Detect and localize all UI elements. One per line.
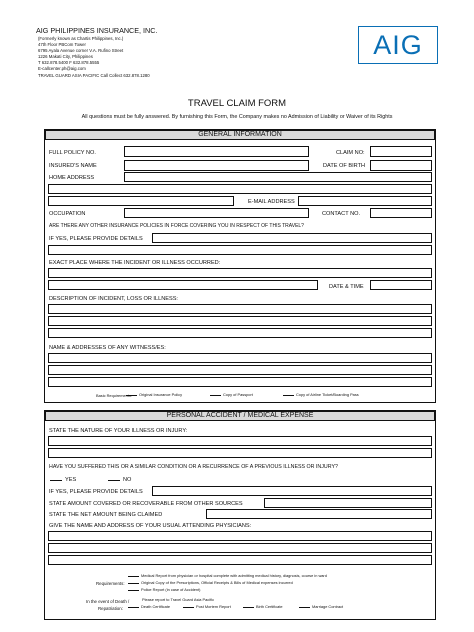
description-field-2[interactable] (48, 316, 432, 326)
req-passport[interactable] (210, 393, 253, 397)
email-label: E-MAIL ADDRESS (248, 199, 295, 205)
date-of-birth-label: DATE OF BIRTH (323, 163, 366, 169)
death-cert-label: Death Certificate (141, 604, 170, 609)
physicians-field-2[interactable] (48, 543, 432, 553)
full-policy-field[interactable] (124, 146, 309, 157)
req-medical-report-blank[interactable] (128, 576, 139, 577)
post-mortem[interactable] (183, 605, 231, 609)
witnesses-field-1[interactable] (48, 353, 432, 363)
death-cert[interactable] (128, 605, 170, 609)
company-block (36, 27, 157, 79)
company-address-line: (Formerly known as Chartis Philippines, Inc.) (38, 36, 124, 41)
death-label-1: In the event of Death / (86, 599, 130, 604)
home-address-field-3[interactable] (48, 196, 234, 206)
email-field[interactable] (298, 196, 432, 206)
post-mortem-label: Post Mortem Report (196, 604, 231, 609)
occupation-label: OCCUPATION (49, 211, 86, 217)
company-address-line: T 632.878.5400 F 632.878.5555 (38, 60, 100, 66)
req-medical-report[interactable] (128, 574, 327, 578)
req-medical-report-label: Medical Report from physician or hospital complete with admitting medical history, diagnosis, course in ward (141, 573, 327, 578)
req-police-report[interactable] (128, 588, 200, 592)
nature-field-2[interactable] (48, 448, 432, 458)
yes-option[interactable] (50, 477, 76, 483)
claim-no-field[interactable] (370, 146, 432, 157)
covered-amount-field[interactable] (264, 498, 432, 508)
req-prescriptions-blank[interactable] (128, 583, 139, 584)
witnesses-label: NAME & ADDRESSES OF ANY WITNESS/ES: (49, 345, 166, 351)
req-police-report-blank[interactable] (128, 590, 139, 591)
occupation-field[interactable] (124, 208, 309, 218)
no-label: NO (123, 477, 132, 483)
personal-if-yes-label: IF YES, PLEASE PROVIDE DETAILS (49, 489, 143, 495)
requirements-label: Requirements: (96, 581, 125, 586)
company-name: AIG PHILIPPINES INSURANCE, INC. (36, 26, 158, 35)
req-airline-ticket-blank[interactable] (283, 395, 294, 396)
company-address-line: 47th Floor PBCom Tower (38, 42, 86, 48)
req-original-policy-blank[interactable] (126, 395, 137, 396)
other-policies-details-field-1[interactable] (152, 233, 432, 243)
home-address-field-2[interactable] (48, 184, 432, 194)
nature-label: STATE THE NATURE OF YOUR ILLNESS OR INJURY: (49, 428, 188, 434)
physicians-field-1[interactable] (48, 531, 432, 541)
description-label: DESCRIPTION OF INCIDENT, LOSS OR ILLNESS: (49, 296, 178, 302)
req-original-policy[interactable] (126, 393, 182, 397)
death-note: Please report to Travel Guard Asia Pacific (142, 597, 215, 602)
description-field-1[interactable] (48, 304, 432, 314)
exact-place-field-2[interactable] (48, 280, 318, 290)
other-policies-details-field-2[interactable] (48, 245, 432, 255)
nature-field-1[interactable] (48, 436, 432, 446)
date-of-birth-field[interactable] (370, 160, 432, 171)
exact-place-label: EXACT PLACE WHERE THE INCIDENT OR ILLNESS OCCURRED: (49, 260, 221, 266)
death-cert-blank[interactable] (128, 607, 139, 608)
form-subtitle: All questions must be fully answered. By furnishing this Form, the Company makes no Admission of Liability or Waiver of its Rights (81, 114, 393, 120)
yes-label: YES (65, 477, 77, 483)
description-field-3[interactable] (48, 328, 432, 338)
req-prescriptions[interactable] (128, 581, 293, 585)
if-yes-details-label: IF YES, PLEASE PROVIDE DETAILS (49, 236, 143, 242)
birth-cert[interactable] (243, 605, 283, 609)
insureds-name-label: INSURED'S NAME (49, 163, 97, 169)
req-passport-label: Copy of Passport (223, 392, 253, 397)
company-address-line: E-callcenter.ph@aig.com (38, 66, 86, 72)
basic-requirements-label: Basic Requirements: (96, 393, 132, 398)
general-heading: GENERAL INFORMATION (45, 130, 435, 140)
other-policies-label: ARE THERE ANY OTHER INSURANCE POLICIES IN FORCE COVERING YOU IN RESPECT OF THIS TRAVEL? (49, 223, 304, 229)
claim-no-label: CLAIM NO: (336, 150, 365, 156)
insureds-name-field[interactable] (124, 160, 309, 171)
logo-text: AIG (373, 30, 423, 60)
personal-if-yes-field[interactable] (152, 486, 432, 496)
req-prescriptions-label: Original Copy of the Prescriptions, Official Receipts & Bills of Medical expenses incurred (141, 580, 293, 585)
full-policy-label: FULL POLICY NO. (49, 150, 96, 156)
witnesses-field-2[interactable] (48, 365, 432, 375)
req-airline-ticket-label: Copy of Airline Ticket/Boarding Pass (296, 392, 359, 397)
post-mortem-blank[interactable] (183, 607, 194, 608)
form-title: TRAVEL CLAIM FORM (187, 98, 287, 109)
personal-heading: PERSONAL ACCIDENT / MEDICAL EXPENSE (45, 411, 435, 421)
aig-logo (358, 26, 438, 64)
date-time-field[interactable] (370, 280, 432, 290)
physicians-field-3[interactable] (48, 555, 432, 565)
birth-cert-label: Birth Certificate (256, 604, 283, 609)
net-amount-field[interactable] (206, 509, 432, 519)
contact-no-field[interactable] (370, 208, 432, 218)
req-passport-blank[interactable] (210, 395, 221, 396)
marriage-contract-blank[interactable] (299, 607, 310, 608)
similar-condition-label: HAVE YOU SUFFERED THIS OR A SIMILAR CONDITION OR A RECURRENCE OF A PREVIOUS ILLNESS OR INJURY? (49, 464, 338, 470)
company-address-line: 6795 Ayala Avenue corner V.A. Rufino Street (38, 48, 124, 54)
net-amount-label: STATE THE NET AMOUNT BEING CLAIMED (49, 512, 163, 518)
home-address-label: HOME ADDRESS (49, 175, 95, 181)
covered-amount-label: STATE AMOUNT COVERED OR RECOVERABLE FROM OTHER SOURCES (49, 501, 243, 507)
contact-no-label: CONTACT NO. (322, 211, 361, 217)
req-police-report-label: Police Report (in case of Accident) (141, 587, 201, 592)
yes-blank[interactable] (50, 480, 62, 481)
company-address-line: 1226 Makati City, Philippines (38, 54, 93, 60)
home-address-field-1[interactable] (124, 172, 432, 182)
birth-cert-blank[interactable] (243, 607, 254, 608)
physicians-label: GIVE THE NAME AND ADDRESS OF YOUR USUAL ATTENDING PHYSICIANS: (49, 523, 252, 529)
no-option[interactable] (108, 477, 131, 483)
marriage-contract[interactable] (299, 605, 343, 609)
witnesses-field-3[interactable] (48, 377, 432, 387)
req-original-policy-label: Original Insurance Policy (139, 392, 183, 397)
no-blank[interactable] (108, 480, 120, 481)
company-address-line: TRAVEL GUARD ASIA PACIFIC Call Collect 632.878.1280 (38, 72, 150, 78)
exact-place-field-1[interactable] (48, 268, 432, 278)
date-time-label: DATE & TIME (329, 284, 364, 290)
req-airline-ticket[interactable] (283, 393, 359, 397)
marriage-contract-label: Marriage Contract (312, 604, 344, 609)
death-label-2: Repatriation: (98, 606, 123, 611)
company-address (36, 36, 157, 79)
